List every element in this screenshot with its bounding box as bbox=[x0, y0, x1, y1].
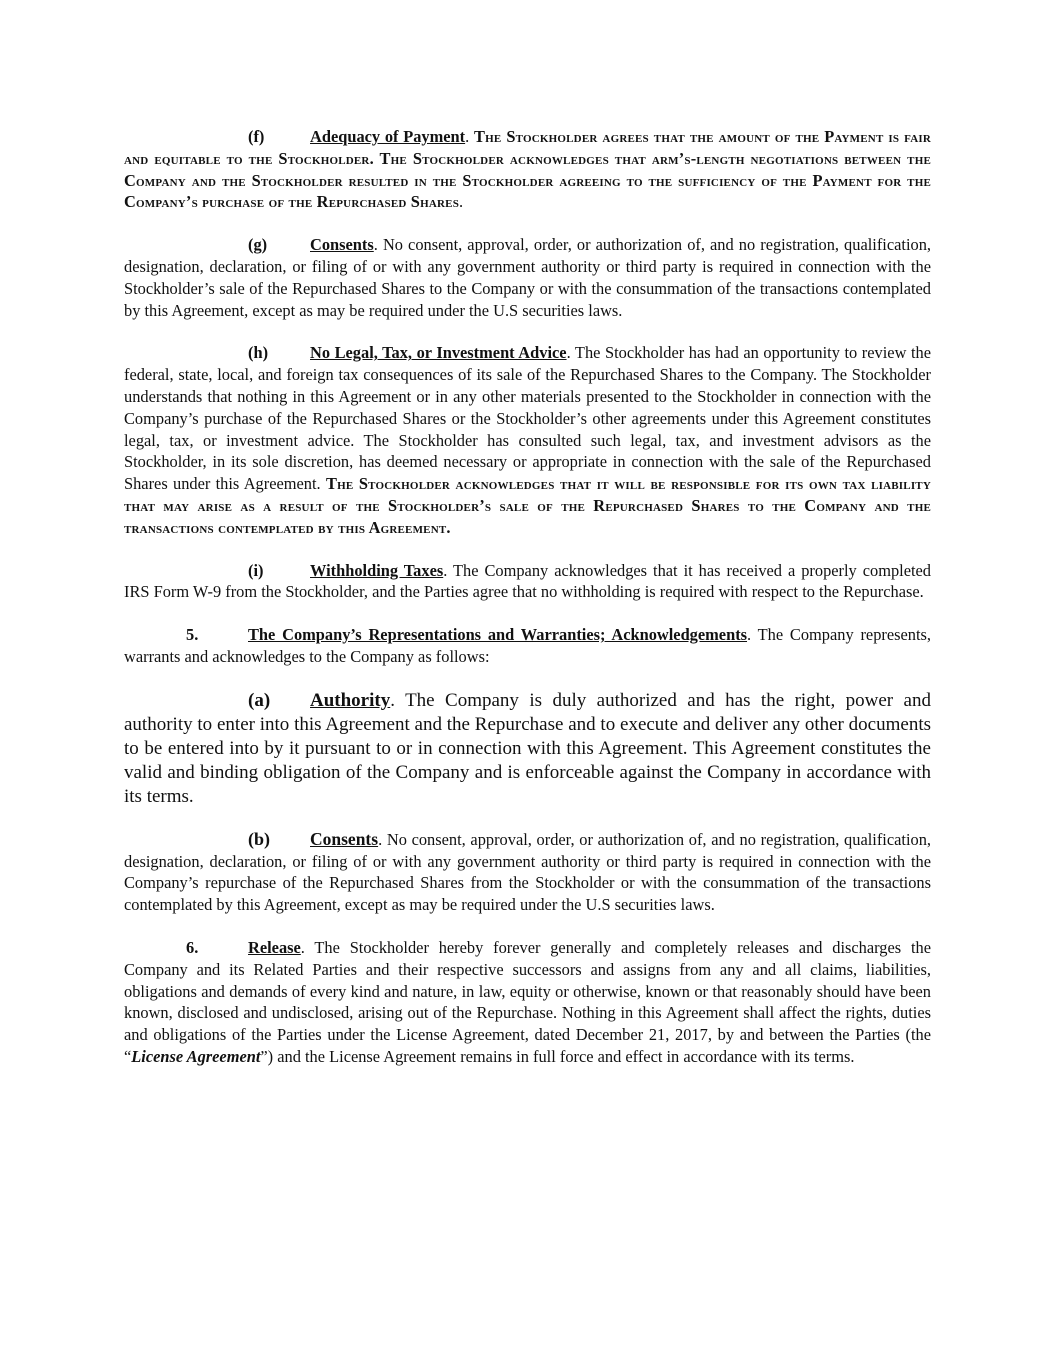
section-heading: Adequacy of Payment bbox=[310, 127, 466, 146]
section-5-company-representations bbox=[124, 624, 931, 668]
section-4f-adequacy-of-payment bbox=[124, 126, 931, 213]
body-text: . No consent, approval, order, or authorization of, and no registration, qualification, designation, declaration, or filing of or with any government authority or third party is required in connection with the Stockholder’s sale of the Repurchased Shares to the Company or with the consummation of the transactions contemplated by this Agreement, except as may be required under the U.S securities laws. bbox=[124, 235, 931, 320]
separator: . bbox=[465, 127, 474, 146]
section-5a-authority bbox=[124, 689, 931, 809]
section-6-release bbox=[124, 937, 931, 1068]
section-number: (f) bbox=[248, 127, 265, 146]
section-number: (i) bbox=[248, 560, 264, 580]
section-number: (h) bbox=[248, 343, 269, 363]
section-heading: No Legal, Tax, or Investment Advice bbox=[310, 343, 567, 363]
body-text: . The Company acknowledges that it has received a properly completed IRS Form W-9 from the Stockholder, and the Parties agree that no withholding is required with respect to the Repurchase. bbox=[124, 560, 932, 602]
body-text: . The Stockholder hereby forever generally and completely releases and discharges the Company and its Related Parties and their respective successors and assigns from any and all claims, liabilities, obligations and demands of every kind and nature, in law, equity or otherwise, known or that reasonably should have been known, disclosed and undisclosed, arising out of the Repurchase. Nothing in this Agreement shall affect the rights, duties and obligations of the Parties under the License Agreement, dated December 21, 2017, by and between the Parties (the “ bbox=[124, 937, 931, 1066]
section-5b-consents bbox=[124, 829, 931, 916]
emphasized-text: The Stockholder agrees that the amount of the Payment is fair and equitable to the Stockholder. The Stockholder acknowledges that arm’s-length negotiations between the Company and the Stockholder resulted in the Stockholder agreeing to the sufficiency of the Payment for the Company’s purchase of the Repurchased Shares bbox=[124, 127, 931, 212]
defined-term: License Agreement bbox=[131, 1046, 261, 1066]
section-heading: Consents bbox=[310, 235, 374, 255]
section-heading: The Company’s Representations and Warranties; Acknowledgements bbox=[248, 625, 748, 645]
body-text: . The Company is duly authorized and has the right, power and authority to enter into this Agreement and the Repurchase and to execute and deliver any other documents to be entered into by it pursuant to or in connection with this Agreement. This Agreement constitutes the valid and binding obligation of the Company and is enforceable against the Company in accordance with its terms. bbox=[124, 689, 931, 807]
section-number: (a) bbox=[248, 689, 271, 711]
section-number: (b) bbox=[248, 828, 270, 849]
document-page bbox=[124, 122, 931, 1068]
section-heading: Consents bbox=[310, 828, 379, 849]
body-text: . The Stockholder has had an opportunity to review the federal, state, local, and foreign tax consequences of its sale of the Repurchased Shares to the Company. The Stockholder understands that nothing in this Agreement or in any other materials presented to the Stockholder in connection with the Company’s purchase of the Repurchased Shares or the Stockholder’s other agreements under this Agreement constitutes legal, tax, or investment advice. The Stockholder has consulted such legal, tax, and investment advisors as the Stockholder, in its sole discretion, has deemed necessary or appropriate in connection with the sale of the Repurchased Shares under this Agreement. bbox=[124, 343, 931, 494]
section-heading: Withholding Taxes bbox=[310, 560, 444, 580]
section-heading: Authority bbox=[310, 689, 391, 711]
section-heading: Release bbox=[248, 937, 301, 957]
emphasized-text: The Stockholder acknowledges that it will be responsible for its own tax liability that may arise as a result of the Stockholder’s sale of the Repurchased Shares to the Company and the transactions contemplated by this Agreement. bbox=[124, 474, 931, 537]
body-text: . bbox=[459, 192, 464, 212]
section-number: 6. bbox=[186, 937, 199, 957]
section-number: 5. bbox=[186, 625, 199, 645]
section-4g-consents bbox=[124, 234, 931, 321]
section-4h-no-advice bbox=[124, 342, 931, 538]
body-text: . No consent, approval, order, or authorization of, and no registration, qualification, designation, declaration, or filing of or with any government authority or third party is required in connection with the Company’s repurchase of the Repurchased Shares from the Stockholder or with the consummation of the transactions contemplated by this Agreement, except as may be required under the U.S securities laws. bbox=[124, 829, 931, 915]
section-4i-withholding-taxes bbox=[124, 560, 931, 604]
body-text: ”) and the License Agreement remains in full force and effect in accordance with its terms. bbox=[260, 1046, 855, 1066]
section-number: (g) bbox=[248, 235, 268, 255]
body-text: . The Company represents, warrants and acknowledges to the Company as follows: bbox=[124, 625, 931, 666]
